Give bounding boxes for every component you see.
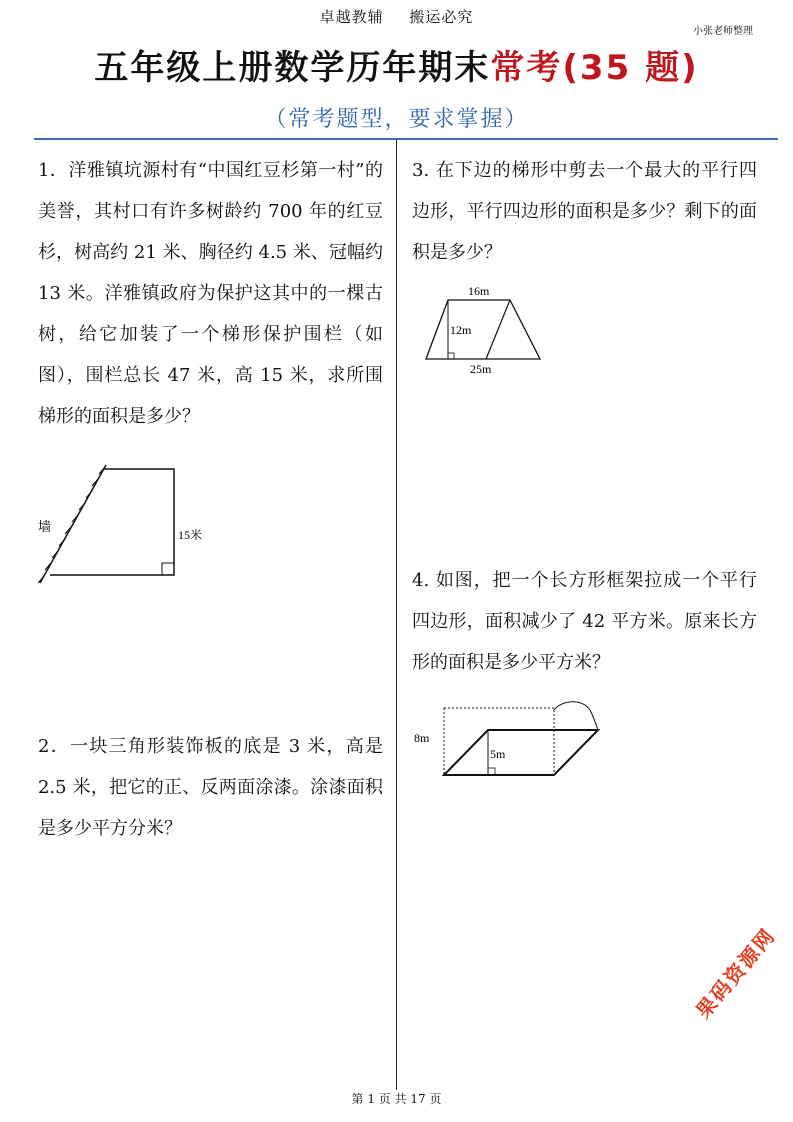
question-1: 1．洋雅镇坑源村有“中国红豆杉第一村”的美誉，其村口有许多树龄约 700 年的红豆杉，树高约 21 米、胸径约 4.5 米、冠幅约 13 米。洋雅镇政府为保护这其中的一棵古树，给它加装了一个梯形保护围栏（如图），围栏总长 47 米，高 15 米，求所围梯形的面积是多少？ (38, 160, 383, 427)
original-rectangle (444, 708, 554, 775)
page-footer: 第 1 页 共 17 页 (351, 1092, 442, 1106)
top-base-label: 16m (468, 284, 490, 298)
question-2: 2．一块三角形装饰板的底是 3 米，高是 2.5 米，把它的正、反两面涂漆。涂漆面积是多少平方分米？ (38, 736, 383, 839)
right-angle-mark (162, 563, 174, 575)
trapezoid-outline (426, 300, 540, 359)
header-note-right: 搬运必究 (409, 8, 474, 26)
wall-label: 墙 (38, 519, 52, 534)
rotation-arc (554, 702, 598, 730)
fence-trapezoid-figure (38, 465, 218, 585)
page-subtitle: （常考题型，要求掌握） (264, 107, 529, 132)
organizer-note: 小张老师整理 (693, 26, 753, 37)
column-divider (396, 140, 397, 1090)
height-label: 12m (450, 323, 472, 337)
fence-outline (50, 469, 174, 575)
bottom-base-label: 25m (470, 362, 492, 376)
header-note-left: 卓越教辅 (319, 8, 384, 26)
question-4: 4. 如图，把一个长方形框架拉成一个平行四边形，面积减少了 42 平方米。原来长方形的面积是多少平方米？ (412, 570, 757, 673)
right-angle-mark (488, 768, 495, 775)
header-rule (34, 138, 778, 140)
cut-line (486, 300, 510, 359)
watermark: 果码资源网 (691, 923, 781, 1023)
right-angle-mark (448, 353, 454, 359)
height-label: 5m (490, 747, 506, 761)
title-main: 五年级上册数学历年期末 (94, 48, 491, 88)
question-3: 3. 在下边的梯形中剪去一个最大的平行四边形，平行四边形的面积是多少？剩下的面积是多少？ (412, 160, 757, 263)
rectangle-to-parallelogram-figure (412, 700, 612, 785)
title-highlight: 常考(35 题) (490, 48, 699, 88)
trapezoid-figure (418, 282, 548, 377)
page-title (0, 40, 793, 89)
parallelogram (444, 730, 598, 775)
side-label: 8m (414, 731, 430, 745)
height-label: 15米 (178, 528, 203, 542)
header-notes (0, 6, 793, 27)
